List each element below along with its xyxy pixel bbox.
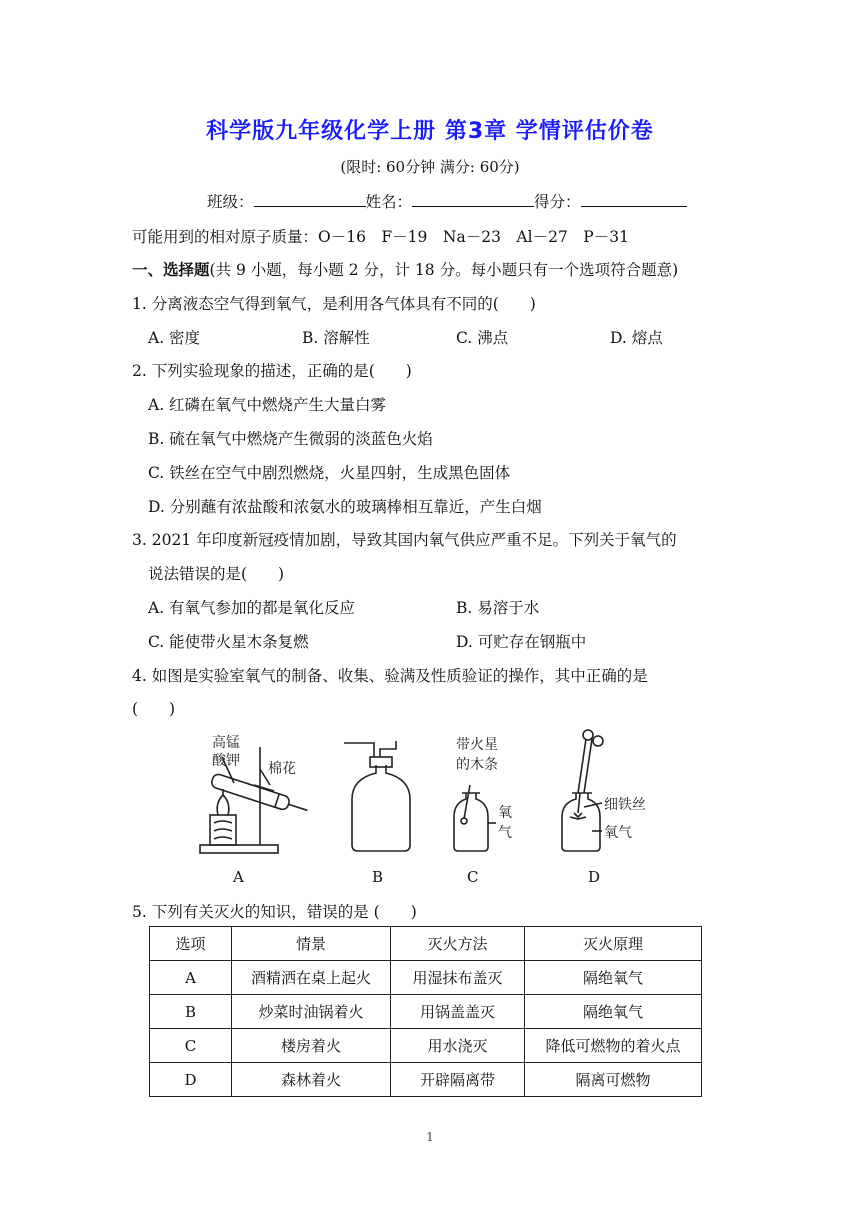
table-cell: 森林着火	[232, 1063, 391, 1097]
q5-table	[149, 926, 702, 1097]
q3-stem-line2: 说法错误的是( )	[148, 565, 285, 583]
student-info-row	[207, 190, 687, 212]
figure-d-iron-wire	[562, 730, 603, 851]
fig-c-label-4: 气	[498, 825, 512, 841]
table-cell: D	[150, 1063, 232, 1097]
name-field[interactable]	[412, 190, 534, 207]
fig-a-label-1: 高锰	[212, 735, 240, 751]
table-header-cell: 选项	[150, 927, 232, 961]
fig-c-label-3: 氧	[498, 805, 512, 821]
fig-caption-d: D	[588, 868, 601, 886]
class-label: 班级：	[207, 193, 254, 211]
exam-subtitle: (限时: 60分钟 满分: 60分)	[340, 158, 520, 176]
table-cell: 楼房着火	[232, 1029, 391, 1063]
q4-stem-line2: ( )	[132, 700, 176, 718]
score-label: 得分：	[534, 193, 581, 211]
table-row	[150, 995, 702, 1029]
section-heading	[132, 258, 678, 280]
class-field[interactable]	[254, 190, 366, 207]
table-cell: 用湿抹布盖灭	[391, 961, 525, 995]
page-number: 1	[426, 1130, 434, 1144]
q1-option-a[interactable]: A. 密度	[148, 329, 201, 347]
q3-option-a[interactable]: A. 有氧气参加的都是氧化反应	[148, 599, 356, 617]
q2-option-c[interactable]: C. 铁丝在空气中剧烈燃烧，火星四射，生成黑色固体	[148, 464, 511, 482]
section-note: (共 9 小题，每小题 2 分，计 18 分。每小题只有一个选项符合题意)	[209, 261, 679, 279]
table-cell: 酒精洒在桌上起火	[232, 961, 391, 995]
table-cell: 炒菜时油锅着火	[232, 995, 391, 1029]
q3-option-d[interactable]: D. 可贮存在钢瓶中	[456, 633, 587, 651]
q1-option-d[interactable]: D. 熔点	[610, 329, 663, 347]
fig-a-label-3: 棉花	[268, 761, 296, 777]
q5-stem: 5. 下列有关灭火的知识，错误的是 ( )	[132, 903, 417, 921]
score-field[interactable]	[581, 190, 687, 207]
table-cell: 隔离可燃物	[525, 1063, 702, 1097]
q2-option-b[interactable]: B. 硫在氧气中燃烧产生微弱的淡蓝色火焰	[148, 430, 433, 448]
table-row	[150, 961, 702, 995]
table-cell: 用锅盖盖灭	[391, 995, 525, 1029]
fig-caption-c: C	[467, 868, 479, 886]
fig-c-label-2: 的木条	[456, 757, 498, 773]
figure-b-gas-bottle	[344, 741, 410, 851]
table-cell: A	[150, 961, 232, 995]
figure-c-splint-test	[454, 785, 496, 851]
table-header-cell: 灭火原理	[525, 927, 702, 961]
q3-stem-line1: 3. 2021 年印度新冠疫情加剧，导致其国内氧气供应严重不足。下列关于氧气的	[132, 531, 677, 549]
table-cell: 开辟隔离带	[391, 1063, 525, 1097]
q1-stem: 1. 分离液态空气得到氧气，是利用各气体具有不同的( )	[132, 295, 536, 313]
table-header-row	[150, 927, 702, 961]
table-cell: C	[150, 1029, 232, 1063]
table-header-cell: 灭火方法	[391, 927, 525, 961]
section-title: 一、选择题	[132, 260, 210, 279]
fig-caption-a: A	[233, 868, 244, 886]
name-label: 姓名：	[365, 193, 413, 211]
fig-d-label-2: 氧气	[604, 825, 632, 841]
q1-option-b[interactable]: B. 溶解性	[302, 329, 370, 347]
table-row	[150, 1063, 702, 1097]
table-cell: 降低可燃物的着火点	[525, 1029, 702, 1063]
table-row	[150, 1029, 702, 1063]
q2-option-a[interactable]: A. 红磷在氧气中燃烧产生大量白雾	[148, 396, 387, 414]
page-title: 科学版九年级化学上册 第3章 学情评估价卷	[206, 119, 654, 144]
q3-option-b[interactable]: B. 易溶于水	[456, 599, 540, 617]
q1-option-c[interactable]: C. 沸点	[456, 329, 509, 347]
q2-option-d[interactable]: D. 分别蘸有浓盐酸和浓氨水的玻璃棒相互靠近，产生白烟	[148, 498, 542, 516]
fig-c-label-1: 带火星	[456, 737, 498, 753]
table-header-cell: 情景	[232, 927, 391, 961]
table-cell: 隔绝氧气	[525, 995, 702, 1029]
fig-caption-b: B	[372, 868, 384, 886]
q3-option-c[interactable]: C. 能使带火星木条复燃	[148, 633, 309, 651]
table-cell: 隔绝氧气	[525, 961, 702, 995]
table-cell: B	[150, 995, 232, 1029]
q4-apparatus-figure	[190, 727, 730, 862]
fig-d-label-1: 细铁丝	[604, 797, 646, 813]
q2-stem: 2. 下列实验现象的描述，正确的是( )	[132, 362, 412, 380]
fig-a-label-2: 酸钾	[212, 753, 240, 769]
atomic-masses: 可能用到的相对原子质量：O－16 F－19 Na－23 Al－27 P－31	[132, 228, 629, 246]
table-cell: 用水浇灭	[391, 1029, 525, 1063]
q4-stem-line1: 4. 如图是实验室氧气的制备、收集、验满及性质验证的操作，其中正确的是	[132, 667, 648, 685]
